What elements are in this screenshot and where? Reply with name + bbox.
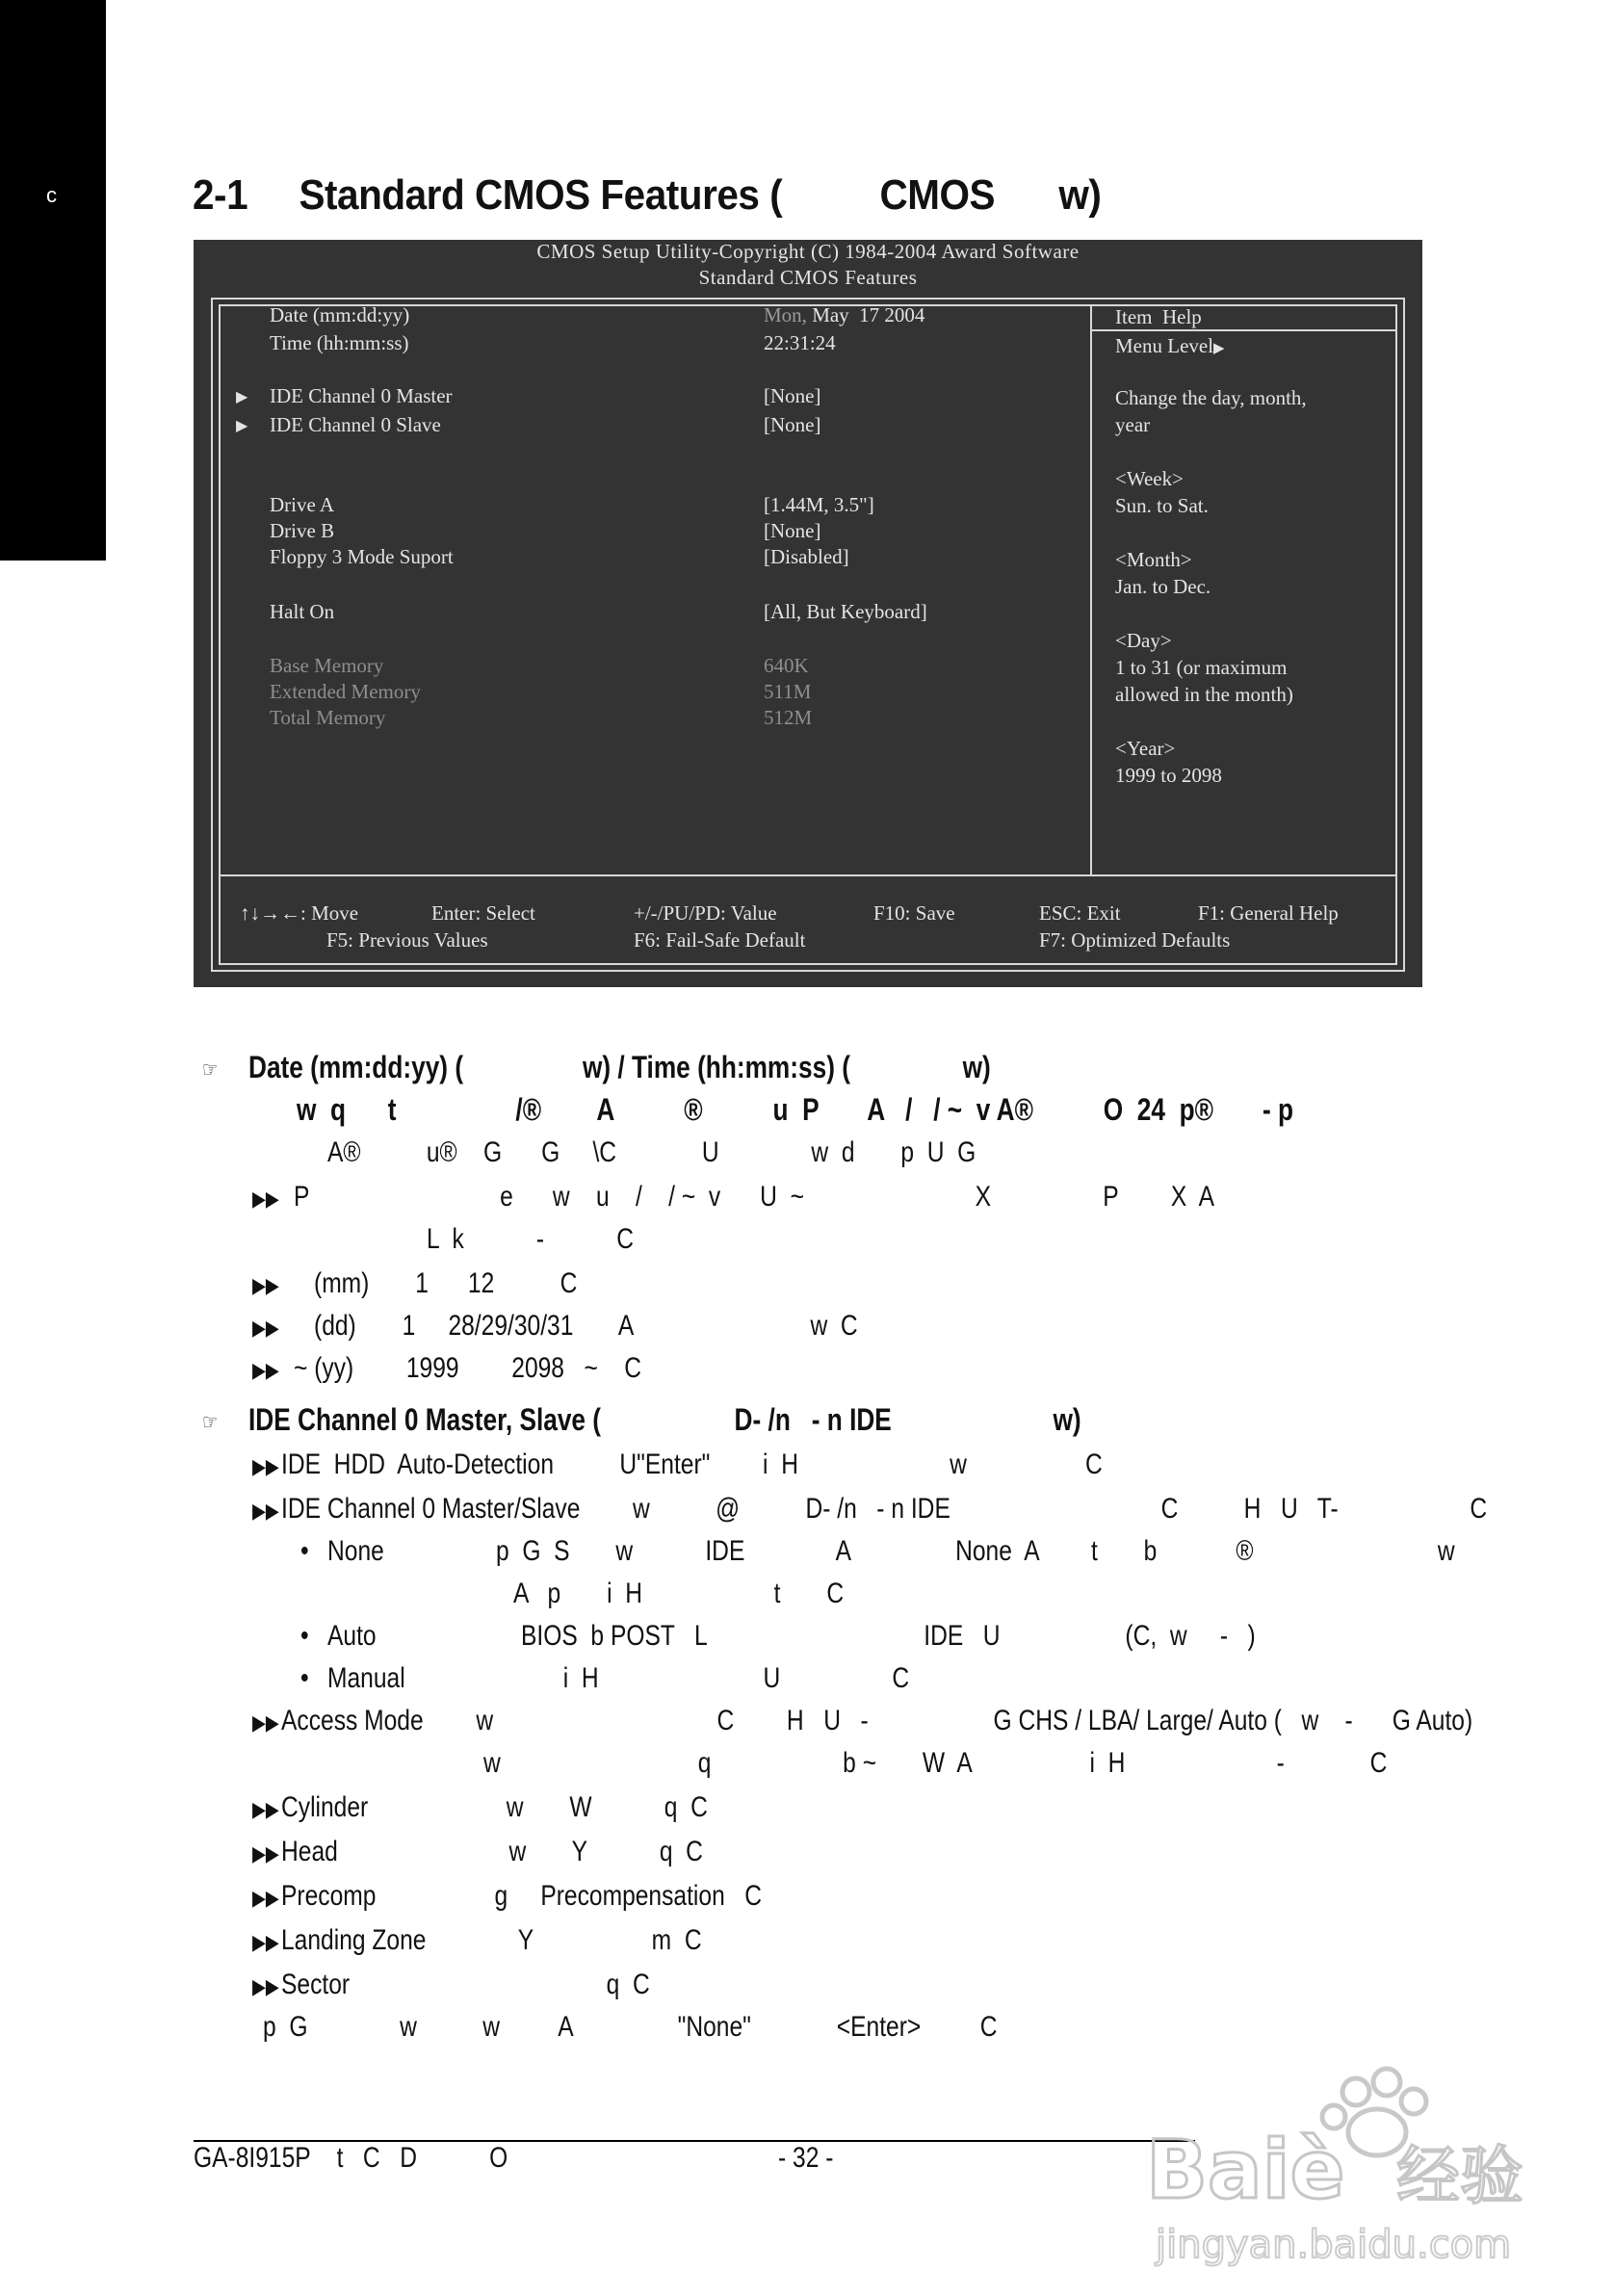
bios-footer-rule [219, 874, 1397, 876]
ide-bullet-access-mode: Access Mode w C H U - G CHS / LBA/ Large/ Auto ( w - G Auto) [281, 1705, 1473, 1736]
help-text [1115, 384, 1307, 789]
double-arrow-icon: ▶▶ [252, 1316, 279, 1340]
bios-item-value[interactable]: 22:31:24 [764, 331, 836, 354]
help-line [1115, 519, 1307, 546]
bios-item-value: 640K [764, 654, 809, 677]
date-bullet-year: ~ (yy) 1999 2098 ~ C [294, 1352, 641, 1384]
baidu-jingyan-watermark [1146, 2053, 1550, 2275]
footer-general-help: F1: General Help [1198, 901, 1339, 925]
footer-exit: ESC: Exit [1039, 901, 1121, 925]
ide-bullet-access-mode-cont: w q b ~ W A i H - C [483, 1747, 1388, 1779]
date-bullet-day: (dd) 1 28/29/30/31 A w C [314, 1310, 858, 1342]
ide-heading: IDE Channel 0 Master, Slave ( D- /n - n IDE w) [248, 1402, 1081, 1437]
help-line: <Week> [1115, 467, 1184, 490]
double-arrow-icon: ▶▶ [252, 1273, 279, 1297]
help-line: <Day> [1115, 629, 1172, 652]
double-arrow-icon: ▶▶ [252, 1974, 279, 1998]
bios-item-label[interactable]: Halt On [270, 600, 335, 623]
chapter-side-tab [0, 0, 106, 561]
watermark-url: jingyan.baidu.com [1156, 2223, 1512, 2267]
footer-save: F10: Save [873, 901, 955, 925]
ide-sub-none-cont: A p i H t C [513, 1578, 845, 1609]
ide-sub-auto: Auto BIOS b POST L IDE U (C, w - ) [327, 1620, 1256, 1652]
bios-item-label: Total Memory [270, 706, 386, 729]
watermark-brand: Baiè [1146, 2123, 1345, 2217]
bios-item-value[interactable]: [Disabled] [764, 545, 849, 568]
bios-item-label[interactable]: IDE Channel 0 Master [270, 384, 453, 407]
help-menu-level-text: Menu Level [1115, 334, 1214, 357]
ide-bullet-precomp: Precomp g Precompensation C [281, 1880, 763, 1912]
double-arrow-icon: ▶▶ [252, 1358, 279, 1382]
bios-screen [194, 240, 1422, 987]
help-line: Jan. to Dec. [1115, 575, 1211, 598]
help-line: Sun. to Sat. [1115, 494, 1209, 517]
bios-header-title: Standard CMOS Features [698, 266, 918, 289]
bios-item-value[interactable]: [None] [764, 384, 821, 407]
footer-select: Enter: Select [431, 901, 535, 925]
double-arrow-icon: ▶▶ [252, 1187, 279, 1211]
watermark-jingyan: 经验 [1396, 2139, 1523, 2213]
side-tab-letter: c [46, 183, 57, 207]
bios-item-label[interactable]: Time (hh:mm:ss) [270, 331, 409, 354]
help-line [1115, 708, 1307, 735]
footer-previous: F5: Previous Values [326, 928, 488, 952]
help-line [1115, 438, 1307, 465]
double-arrow-icon: ▶▶ [252, 1499, 279, 1523]
help-line: <Year> [1115, 737, 1176, 760]
footer-failsafe: F6: Fail-Safe Default [634, 928, 806, 952]
help-line: allowed in the month) [1115, 683, 1293, 706]
paw-logo-icon [1146, 2053, 1550, 2275]
help-menu-level [1115, 332, 1225, 362]
bios-item-label: Base Memory [270, 654, 384, 677]
help-line: Change the day, month, [1115, 386, 1307, 409]
hand-pointer-icon: ☞ [202, 1410, 219, 1434]
bullet-dot: • [300, 1620, 309, 1652]
bios-item-label[interactable]: Floppy 3 Mode Suport [270, 545, 454, 568]
double-arrow-icon: ▶▶ [252, 1930, 279, 1954]
double-arrow-icon: ▶▶ [252, 1886, 279, 1910]
ide-bullet-head: Head w Y q C [281, 1836, 703, 1867]
bios-item-value[interactable]: [None] [764, 413, 821, 436]
footer-optimized: F7: Optimized Defaults [1039, 928, 1231, 952]
bios-item-value[interactable]: [1.44M, 3.5"] [764, 493, 874, 516]
help-line: year [1115, 413, 1151, 436]
section-number: 2-1 [193, 171, 248, 219]
footer-value: +/-/PU/PD: Value [634, 901, 777, 925]
page-number: - 32 - [778, 2142, 834, 2174]
date-bullet-week-cont: L k - C [427, 1223, 635, 1255]
help-line: <Month> [1115, 548, 1192, 571]
bios-divider-vertical [1090, 304, 1092, 876]
footer-move: ↑↓→←: Move [240, 901, 359, 925]
ide-sub-manual: Manual i H U C [327, 1662, 910, 1694]
ide-bullet-cylinder: Cylinder w W q C [281, 1791, 708, 1823]
help-title: Item Help [1115, 305, 1202, 328]
date-bullet-week: P e w u / / ~ v U ~ X P X A [294, 1181, 1215, 1213]
double-arrow-icon: ▶▶ [252, 1841, 279, 1866]
date-desc-line1: w q t /® A ® u P A / / ~ v A® O 24 p® - p [297, 1092, 1294, 1127]
ide-sub-none: None p G S w IDE A None A t b ® w [327, 1535, 1455, 1567]
bios-header-copyright: CMOS Setup Utility-Copyright (C) 1984-2004 Award Software [536, 240, 1080, 263]
menu-level-arrow-icon: ▶ [1213, 341, 1225, 356]
double-arrow-icon: ▶▶ [252, 1710, 279, 1735]
bios-item-label[interactable]: IDE Channel 0 Slave [270, 413, 441, 436]
help-line [1115, 600, 1307, 627]
ide-bullet-channel: IDE Channel 0 Master/Slave w @ D- /n - n IDE C H U T- C [281, 1493, 1488, 1525]
bios-item-label: Extended Memory [270, 680, 421, 703]
bios-item-value[interactable]: [All, But Keyboard] [764, 600, 927, 623]
help-line: 1999 to 2098 [1115, 764, 1222, 787]
bios-item-value[interactable]: [None] [764, 519, 821, 542]
date-time-heading: Date (mm:dd:yy) ( w) / Time (hh:mm:ss) ( w) [248, 1050, 991, 1084]
ide-closing-note: p G w w A "None" <Enter> C [263, 2011, 998, 2043]
date-bullet-month: (mm) 1 12 C [314, 1267, 578, 1299]
page-title [193, 171, 1101, 220]
double-arrow-icon: ▶▶ [252, 1454, 279, 1478]
submenu-arrow-icon: ▶ [236, 389, 248, 405]
section-title-text: Standard CMOS Features ( [299, 171, 783, 219]
bios-item-label[interactable]: Drive B [270, 519, 335, 542]
bios-item-value-day: Mon, May 17 2004 [764, 303, 925, 326]
bullet-dot: • [300, 1662, 309, 1694]
hand-pointer-icon: ☞ [202, 1057, 219, 1082]
bios-item-value: 511M [764, 680, 812, 703]
bios-item-value: 512M [764, 706, 813, 729]
double-arrow-icon: ▶▶ [252, 1797, 279, 1821]
bullet-dot: • [300, 1535, 309, 1567]
ide-bullet-autodetect: IDE HDD Auto-Detection U"Enter" i H w C [281, 1448, 1103, 1480]
bios-item-label[interactable]: Date (mm:dd:yy) [270, 303, 410, 326]
help-line: 1 to 31 (or maximum [1115, 656, 1288, 679]
submenu-arrow-icon: ▶ [236, 418, 248, 434]
ide-bullet-sector: Sector q C [281, 1969, 650, 2000]
section-title-cmos: CMOS [879, 171, 996, 219]
bios-item-label[interactable]: Drive A [270, 493, 335, 516]
section-title-end: w) [1058, 171, 1102, 219]
date-desc-line2: A® u® G G \C U w d p U G [327, 1136, 976, 1168]
ide-bullet-landing-zone: Landing Zone Y m C [281, 1924, 702, 1956]
footer-model: GA-8I915P t C D O [194, 2142, 508, 2174]
